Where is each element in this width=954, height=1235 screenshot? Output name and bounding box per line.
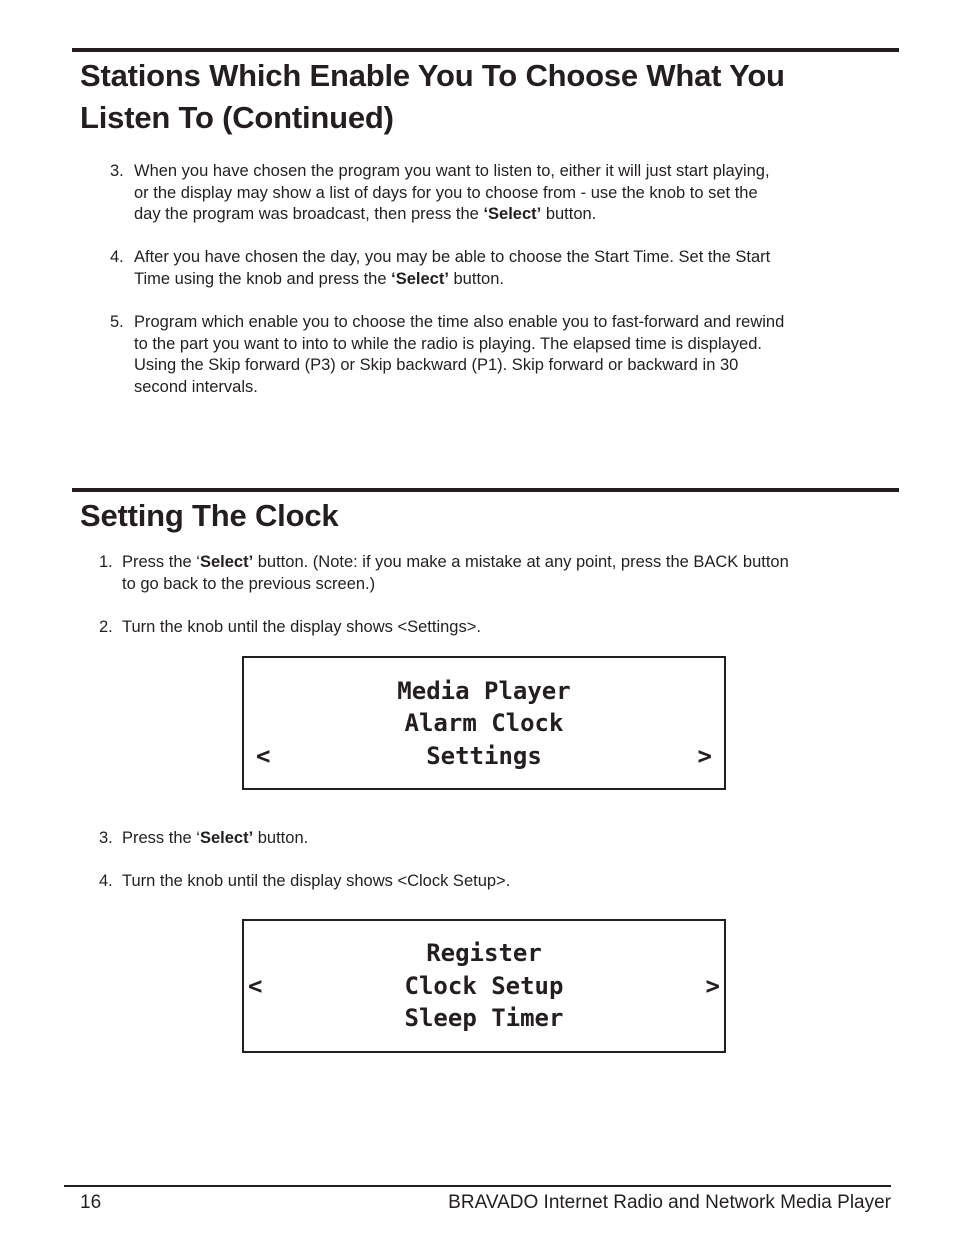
radio-display-clock-setup bbox=[242, 919, 726, 1053]
display-line: Sleep Timer bbox=[404, 1004, 564, 1032]
radio-display-settings bbox=[242, 656, 726, 790]
list-item: 4. After you have chosen the day, you may be able to choose the Start Time. Set the Start Time using the knob and press the ‘Select’ button. bbox=[110, 248, 771, 288]
section-title: Stations Which Enable You To Choose What You Listen To (Continued) bbox=[80, 58, 785, 135]
page-number: 16 bbox=[80, 1192, 102, 1213]
display-line: Media Player bbox=[397, 677, 571, 705]
display-line: Register bbox=[426, 939, 542, 967]
section-divider bbox=[72, 48, 899, 52]
right-arrow-icon: > bbox=[705, 972, 720, 1000]
list-item: 3. When you have chosen the program you want to listen to, either it will just start playing, or the display may show a list of days for you to choose from - use the knob to set the day the program was broadcast, then press the ‘Select’ button. bbox=[110, 162, 770, 224]
left-arrow-icon: < bbox=[256, 742, 271, 770]
display-line-selected: Clock Setup bbox=[404, 972, 564, 1000]
list-item: 3. Press the ‘Select’ button. bbox=[99, 829, 309, 847]
section-divider bbox=[72, 488, 899, 492]
list-item: 4. Turn the knob until the display shows <Clock Setup>. bbox=[99, 872, 511, 890]
document-title: BRAVADO Internet Radio and Network Media Player bbox=[448, 1192, 891, 1213]
display-line: Alarm Clock bbox=[404, 709, 564, 737]
footer-divider bbox=[64, 1185, 891, 1187]
display-line-selected: Settings bbox=[426, 742, 542, 770]
list-item: 2. Turn the knob until the display shows <Settings>. bbox=[99, 618, 481, 636]
list-item: 5. Program which enable you to choose the time also enable you to fast-forward and rewind to the part you want to into to while the radio is playing. The elapsed time is displayed. Using the Skip forward (P3) or Skip backward (P1). Skip forward or backward in 30 second intervals. bbox=[110, 313, 785, 396]
list-item: 1. Press the ‘Select’ button. (Note: if you make a mistake at any point, press the BACK button to go back to the previous screen.) bbox=[99, 553, 789, 593]
right-arrow-icon: > bbox=[697, 742, 712, 770]
section-title: Setting The Clock bbox=[80, 498, 339, 533]
left-arrow-icon: < bbox=[248, 972, 263, 1000]
